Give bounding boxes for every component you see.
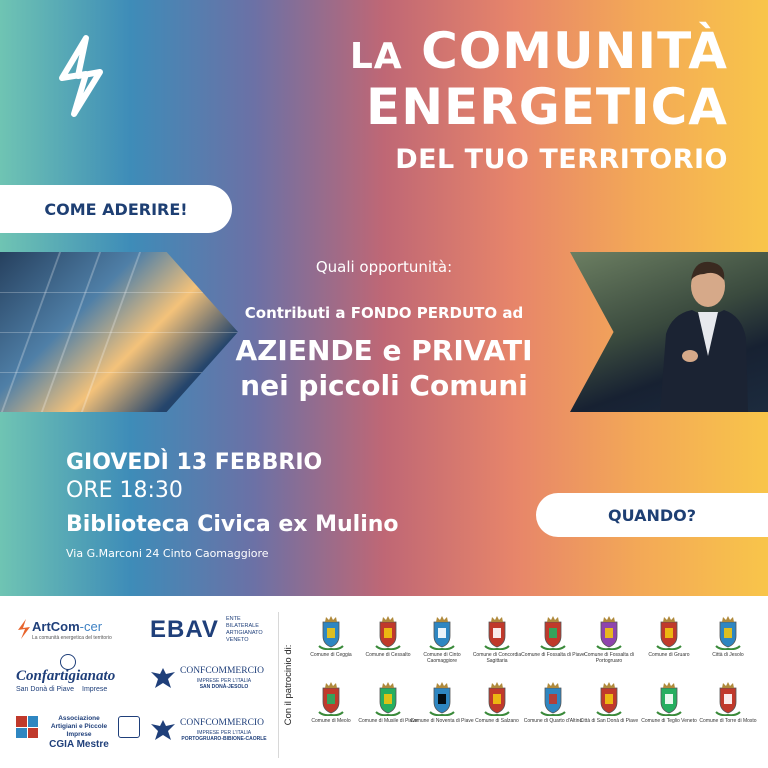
confartigianato-name: Confartigianato (16, 668, 116, 684)
crest-label: Comune di Cessalto (365, 652, 411, 658)
event-time: ORE 18:30 (66, 478, 183, 503)
artcom-name: ArtCom-cer (32, 619, 103, 634)
crest-label: Comune di Noventa di Piave (410, 718, 474, 724)
cgia-text: Associazione Artigiani e Piccole Imprese CGIA Mestre (49, 715, 109, 751)
confcommercio-1-sub: IMPRESE PER L'ITALIA SAN DONÀ-JESOLO (196, 678, 252, 690)
crest-label: Comune di Concordia Sagittaria (472, 652, 522, 664)
crest-icon (317, 616, 345, 650)
crest-icon (595, 616, 623, 650)
artcom-tagline: La comunità energetica del territorio (32, 635, 112, 641)
target-line-1: AZIENDE e PRIVATI (235, 334, 533, 367)
crest-label: Comune di Salzano (475, 718, 519, 724)
cgia-badge-icon (118, 716, 140, 738)
businessman-photo (570, 252, 768, 412)
crest-label: Comune di Teglio Veneto (641, 718, 697, 724)
confartigianato-area: San Donà di Piave (16, 686, 74, 693)
event-place: Biblioteca Civica ex Mulino (66, 512, 399, 537)
crest-label: Comune di Musile di Piave (358, 718, 418, 724)
crest-icon (539, 616, 567, 650)
patrocinio-label-wrap (283, 618, 297, 758)
crest-label: Comune di Ceggia (310, 652, 352, 658)
crest-icon (655, 682, 683, 716)
quando-button[interactable]: QUANDO? (536, 493, 768, 537)
ebav-logo: EBAV (150, 616, 219, 643)
crest-icon (483, 682, 511, 716)
title-la: LA (349, 36, 403, 77)
confcommercio-1-name: CONFCOMMERCIO (180, 666, 264, 676)
ebav-text: ENTE BILATERALE ARTIGIANATO VENETO (226, 616, 263, 643)
confcommercio-2-name: CONFCOMMERCIO (180, 718, 264, 728)
crest-label: Comune di Fossalta di Portogruaro (584, 652, 634, 664)
crest-icon (428, 616, 456, 650)
crest-icon (595, 682, 623, 716)
crest-label: Comune di Torre di Mosto (699, 718, 757, 724)
person-silhouette-icon (652, 256, 748, 412)
crest-icon (428, 682, 456, 716)
patrocinio-label: Con il patrocinio di: (283, 644, 294, 726)
lightning-logo-icon (52, 34, 108, 118)
confcommercio-eagle-icon-2 (150, 718, 176, 742)
confartigianato-imprese: Imprese (82, 686, 108, 693)
confcommercio-eagle-icon (150, 666, 176, 690)
confcommercio-2-sub: IMPRESE PER L'ITALIA PORTOGRUARO-BIBIONE-CAORLE (181, 730, 267, 742)
artcom-bolt-icon (16, 618, 32, 640)
cgia-logo-icon (16, 716, 38, 738)
contributi-text: Contributi a FONDO PERDUTO ad (244, 304, 524, 322)
sponsors-footer (0, 596, 768, 768)
title-subtitle: DEL TUO TERRITORIO (395, 144, 728, 175)
come-aderire-button[interactable]: COME ADERIRE! (0, 185, 232, 233)
target-audience (200, 333, 568, 403)
title-energetica: ENERGETICA (366, 78, 728, 136)
crest-icon (539, 682, 567, 716)
crest-icon (483, 616, 511, 650)
target-line-2: nei piccoli Comuni (240, 369, 528, 402)
footer-divider (278, 612, 279, 758)
event-date: GIOVEDÌ 13 FEBBRIO (66, 450, 323, 475)
crest-icon (714, 682, 742, 716)
crest-icon (374, 616, 402, 650)
opportunities-question: Quali opportunità: (315, 258, 453, 276)
crest-label: Comune di Cinto Caomaggiore (423, 652, 461, 664)
crest-label: Comune di Gruaro (648, 652, 690, 658)
crest-icon (714, 616, 742, 650)
crest-label: Comune di Meolo (311, 718, 351, 724)
crest-icon (655, 616, 683, 650)
event-address: Via G.Marconi 24 Cinto Caomaggiore (66, 547, 269, 560)
crest-label: Comune di Quarto d'Altino (523, 718, 583, 724)
main-title (208, 22, 728, 175)
crest-label: Città di San Donà di Piave (579, 718, 639, 724)
title-comunita: COMUNITÀ (421, 22, 728, 80)
crest-label: Città di Jesolo (712, 652, 744, 658)
crest-icon (374, 682, 402, 716)
crest-label: Comune di Fossalta di Piave (521, 652, 585, 658)
crest-icon (317, 682, 345, 716)
